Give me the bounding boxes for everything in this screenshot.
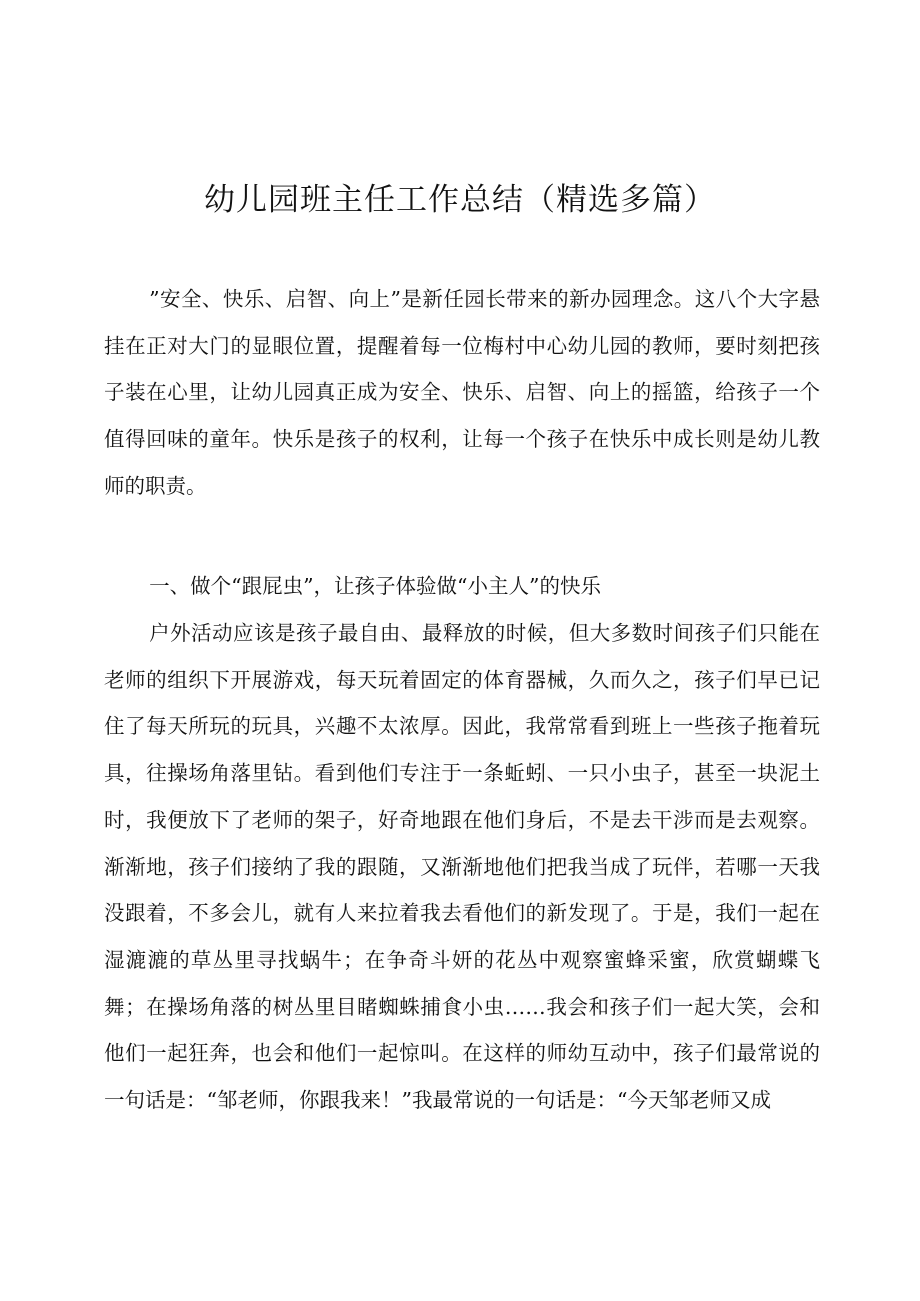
section-heading: 一、做个“跟屁虫”，让孩子体验做“小主人”的快乐 [149,574,602,598]
document-title: 幼儿园班主任工作总结（精选多篇） [204,182,716,218]
intro-paragraph: ”安全、快乐、启智、向上”是新任园长带来的新办园理念。这八个大字悬挂在正对大门的显眼位置，提醒着每一位梅村中心幼儿园的教师，要时刻把孩子装在心里，让幼儿园真正成为安全、快乐、启智、向上的摇篮，给孩子一个值得回味的童年。快乐是孩子的权利，让每一个孩子在快乐中成长则是幼儿教师的职责。 [104,287,820,498]
section-paragraph: 户外活动应该是孩子最自由、最释放的时候，但大多数时间孩子们只能在老师的组织下开展游戏，每天玩着固定的体育器械，久而久之，孩子们早已记住了每天所玩的玩具，兴趣不太浓厚。因此，我常常看到班上一些孩子拖着玩具，往操场角落里钻。看到他们专注于一条蚯蚓、一只小虫子，甚至一块泥土时，我便放下了老师的架子，好奇地跟在他们身后，不是去干涉而是去观察。渐渐地，孩子们接纳了我的跟随，又渐渐地他们把我当成了玩伴，若哪一天我没跟着，不多会儿，就有人来拉着我去看他们的新发现了。于是，我们一起在湿漉漉的草丛里寻找蜗牛；在争奇斗妍的花丛中观察蜜蜂采蜜，欣赏蝴蝶飞舞；在操场角落的树丛里目睹蜘蛛捕食小虫……我会和孩子们一起大笑，会和他们一起狂奔，也会和他们一起惊叫。在这样的师幼互动中，孩子们最常说的一句话是：“邹老师，你跟我来！”我最常说的一句话是：“今天邹老师又成 [104,621,820,1113]
